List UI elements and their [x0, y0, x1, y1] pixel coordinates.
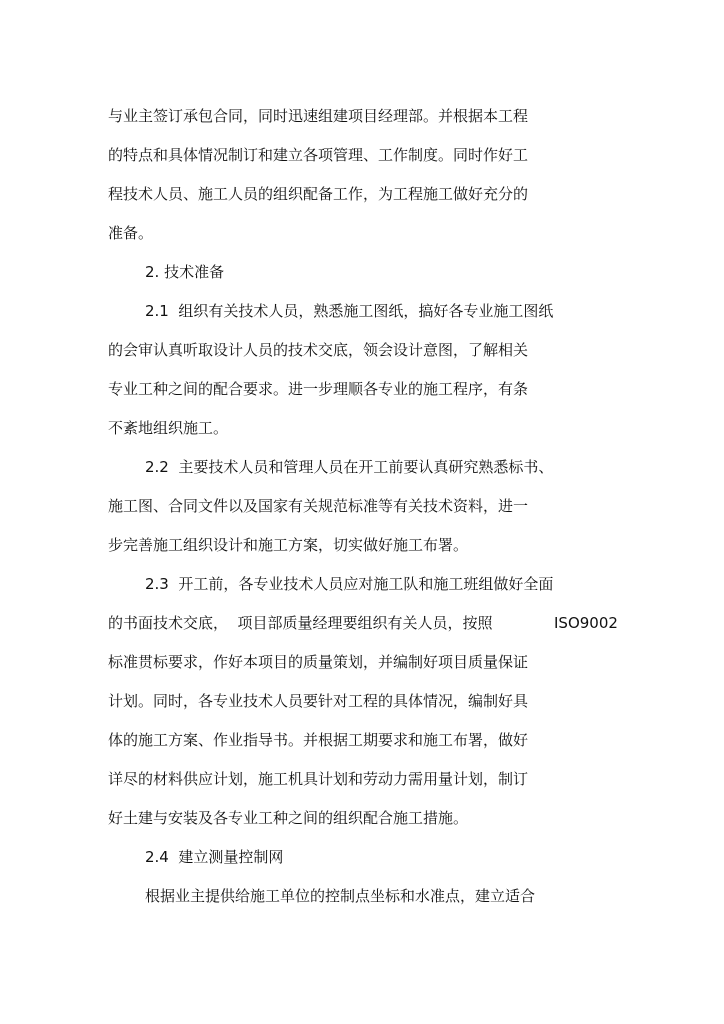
paragraph-line: 不紊地组织施工。	[108, 419, 229, 437]
paragraph-line: 好土建与安装及各专业工种之间的组织配合施工措施。	[108, 809, 469, 827]
paragraph-line: 施工图、合同文件以及国家有关规范标准等有关技术资料，进一	[108, 497, 529, 515]
iso-standard-label: ISO9002	[554, 614, 618, 632]
section-heading-technical-preparation: 2. 技术准备	[145, 263, 225, 281]
paragraph-line: 计划。同时，各专业技术人员要针对工程的具体情况，编制好具	[108, 692, 529, 710]
paragraph-line: 的会审认真听取设计人员的技术交底，领会设计意图，了解相关	[108, 341, 529, 359]
paragraph-line: 与业主签订承包合同，同时迅速组建项目经理部。并根据本工程	[108, 107, 529, 125]
paragraph-line: 步完善施工组织设计和施工方案，切实做好施工布署。	[108, 536, 469, 554]
paragraph-line: 的特点和具体情况制订和建立各项管理、工作制度。同时作好工	[108, 146, 529, 164]
paragraph-line: 详尽的材料供应计划，施工机具计划和劳动力需用量计划，制订	[108, 770, 529, 788]
paragraph-line: 2.1 组织有关技术人员，熟悉施工图纸，搞好各专业施工图纸	[145, 302, 554, 320]
paragraph-line: 根据业主提供给施工单位的控制点坐标和水准点，建立适合	[145, 887, 536, 905]
paragraph-line: 的书面技术交底， 项目部质量经理要组织有关人员，按照	[108, 614, 493, 632]
paragraph-line: 2.3 开工前，各专业技术人员应对施工队和施工班组做好全面	[145, 575, 554, 593]
paragraph-line: 准备。	[108, 224, 154, 242]
paragraph-line: 体的施工方案、作业指导书。并根据工期要求和施工布署，做好	[108, 731, 529, 749]
paragraph-line: 2.2 主要技术人员和管理人员在开工前要认真研究熟悉标书、	[145, 458, 554, 476]
section-heading-survey-network: 2.4 建立测量控制网	[145, 848, 284, 866]
paragraph-line: 专业工种之间的配合要求。进一步理顺各专业的施工程序，有条	[108, 380, 529, 398]
paragraph-line: 程技术人员、施工人员的组织配备工作，为工程施工做好充分的	[108, 185, 529, 203]
paragraph-line: 标准贯标要求，作好本项目的质量策划，并编制好项目质量保证	[108, 653, 529, 671]
